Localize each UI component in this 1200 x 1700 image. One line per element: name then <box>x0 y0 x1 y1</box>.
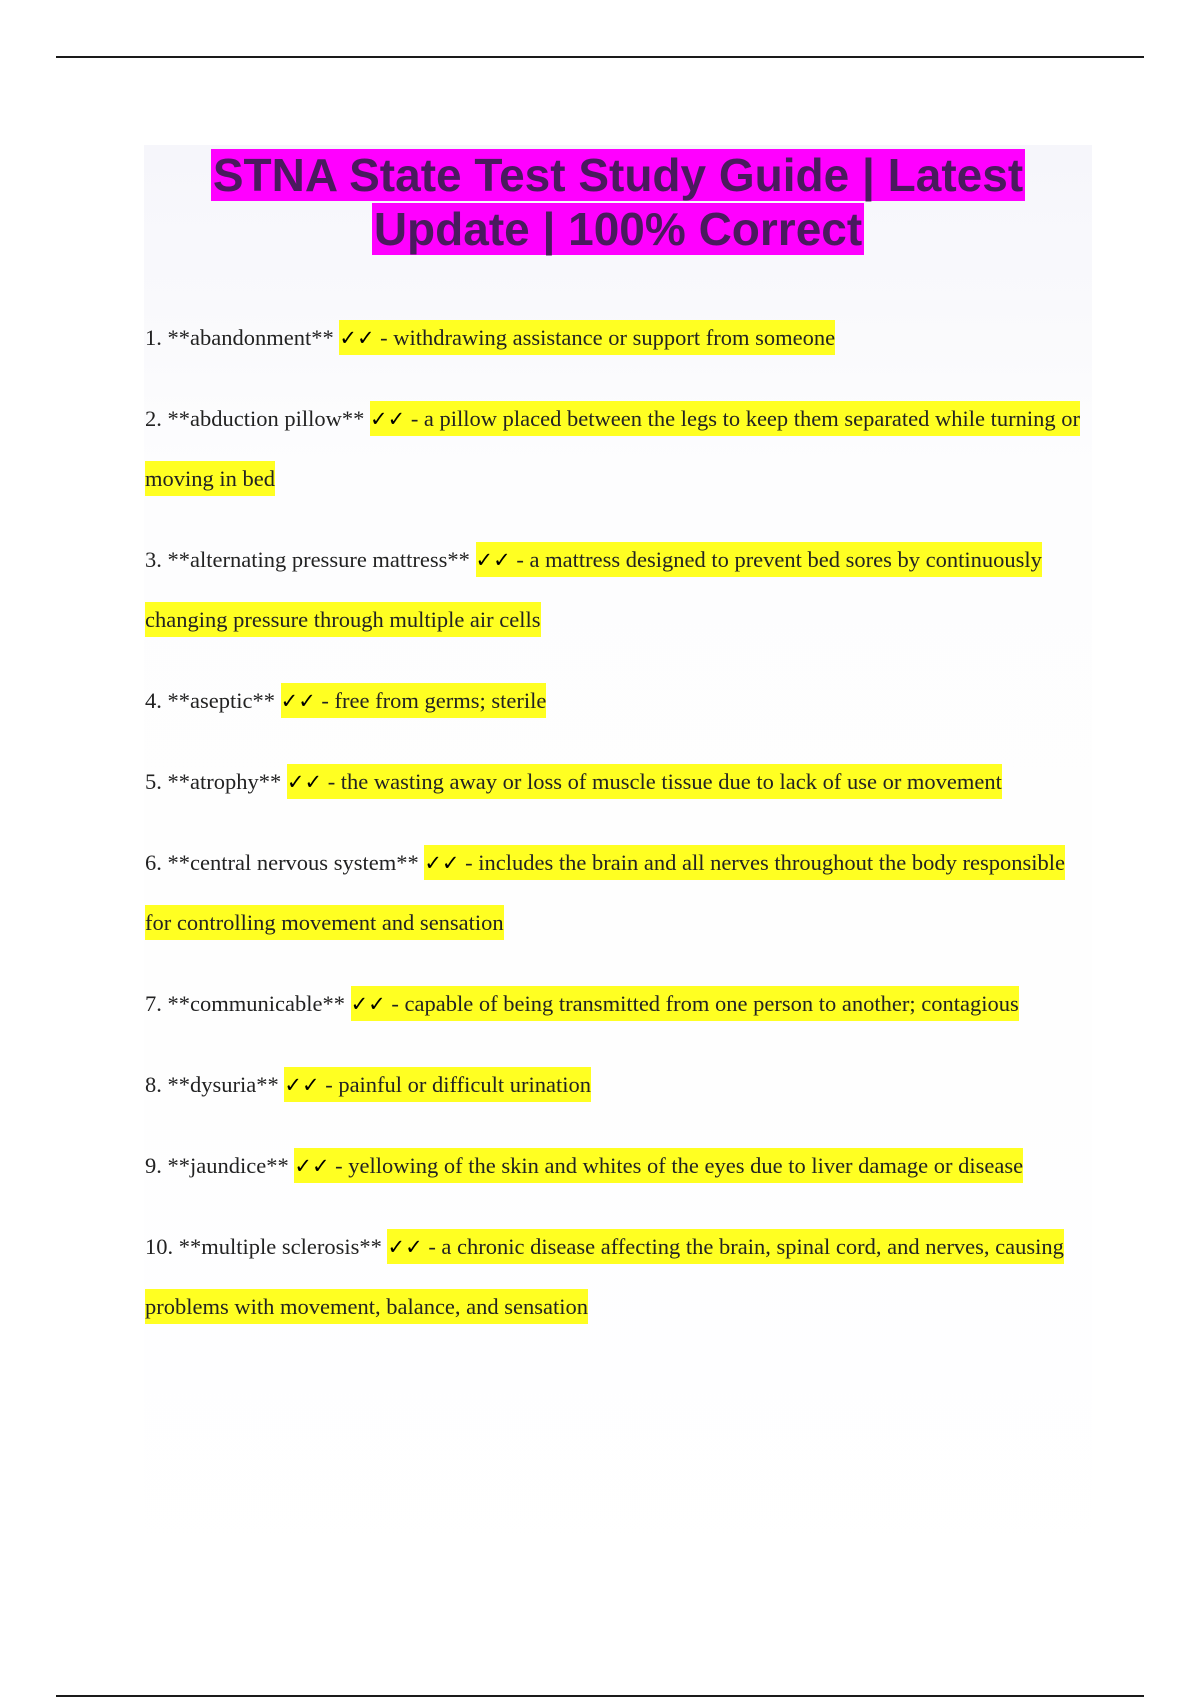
item-term: **jaundice** <box>167 1153 289 1178</box>
item-definition: - a pillow placed between the legs to keep them separated while turning or moving in bed <box>145 406 1080 491</box>
item-definition: - free from germs; sterile <box>315 688 547 713</box>
item-number: 6. <box>145 850 162 875</box>
item-term: **central nervous system** <box>167 850 419 875</box>
top-rule <box>56 56 1144 58</box>
item-number: 2. <box>145 406 162 431</box>
double-check-icon: ✓✓ <box>475 548 511 572</box>
item-definition: - capable of being transmitted from one person to another; contagious <box>385 991 1019 1016</box>
item-definition-highlight <box>351 986 1019 1021</box>
bottom-rule <box>56 1695 1144 1697</box>
item-definition: - painful or difficult urination <box>319 1072 591 1097</box>
item-number: 5. <box>145 769 162 794</box>
item-number: 3. <box>145 547 162 572</box>
item-term: **abduction pillow** <box>167 406 365 431</box>
double-check-icon: ✓✓ <box>294 1154 330 1178</box>
double-check-icon: ✓✓ <box>387 1235 423 1259</box>
item-term: **abandonment** <box>167 325 334 350</box>
item-term: **dysuria** <box>167 1072 279 1097</box>
item-term: **alternating pressure mattress** <box>167 547 470 572</box>
list-item <box>145 752 1090 812</box>
list-item <box>145 1055 1090 1115</box>
item-number: 4. <box>145 688 162 713</box>
term-list <box>145 308 1090 1358</box>
item-number: 10. <box>145 1234 174 1259</box>
item-definition: - a chronic disease affecting the brain, spinal cord, and nerves, causing problems with movement, balance, and sensation <box>145 1234 1064 1319</box>
item-number: 7. <box>145 991 162 1016</box>
item-definition-highlight <box>339 320 835 355</box>
double-check-icon: ✓✓ <box>280 689 316 713</box>
double-check-icon: ✓✓ <box>339 326 375 350</box>
item-definition: - yellowing of the skin and whites of the eyes due to liver damage or disease <box>329 1153 1024 1178</box>
item-term: **multiple sclerosis** <box>178 1234 382 1259</box>
item-term: **aseptic** <box>167 688 275 713</box>
item-term: **atrophy** <box>167 769 282 794</box>
list-item <box>145 974 1090 1034</box>
item-number: 9. <box>145 1153 162 1178</box>
double-check-icon: ✓✓ <box>350 992 386 1016</box>
item-number: 8. <box>145 1072 162 1097</box>
double-check-icon: ✓✓ <box>369 407 406 431</box>
item-definition-highlight <box>284 1067 591 1102</box>
item-definition: - includes the brain and all nerves throughout the body responsible for controlling movement and sensation <box>145 850 1066 935</box>
title-text: STNA State Test Study Guide | Latest Update | 100% Correct <box>212 149 1024 255</box>
item-definition-highlight <box>281 683 547 718</box>
item-number: 1. <box>145 325 162 350</box>
double-check-icon: ✓✓ <box>424 851 460 875</box>
list-item <box>145 1136 1090 1196</box>
double-check-icon: ✓✓ <box>284 1073 320 1097</box>
item-definition-highlight <box>287 764 1002 799</box>
item-definition-highlight <box>294 1148 1023 1183</box>
list-item <box>145 833 1090 953</box>
list-item <box>145 530 1090 650</box>
list-item <box>145 1217 1090 1337</box>
list-item <box>145 671 1090 731</box>
item-term: **communicable** <box>167 991 345 1016</box>
document-title <box>144 148 1092 256</box>
list-item <box>145 389 1090 509</box>
item-definition: - the wasting away or loss of muscle tissue due to lack of use or movement <box>322 769 1002 794</box>
double-check-icon: ✓✓ <box>286 770 323 794</box>
item-definition: - withdrawing assistance or support from someone <box>374 325 836 350</box>
list-item <box>145 308 1090 368</box>
item-definition: - a mattress designed to prevent bed sores by continuously changing pressure through multiple air cells <box>145 547 1042 632</box>
